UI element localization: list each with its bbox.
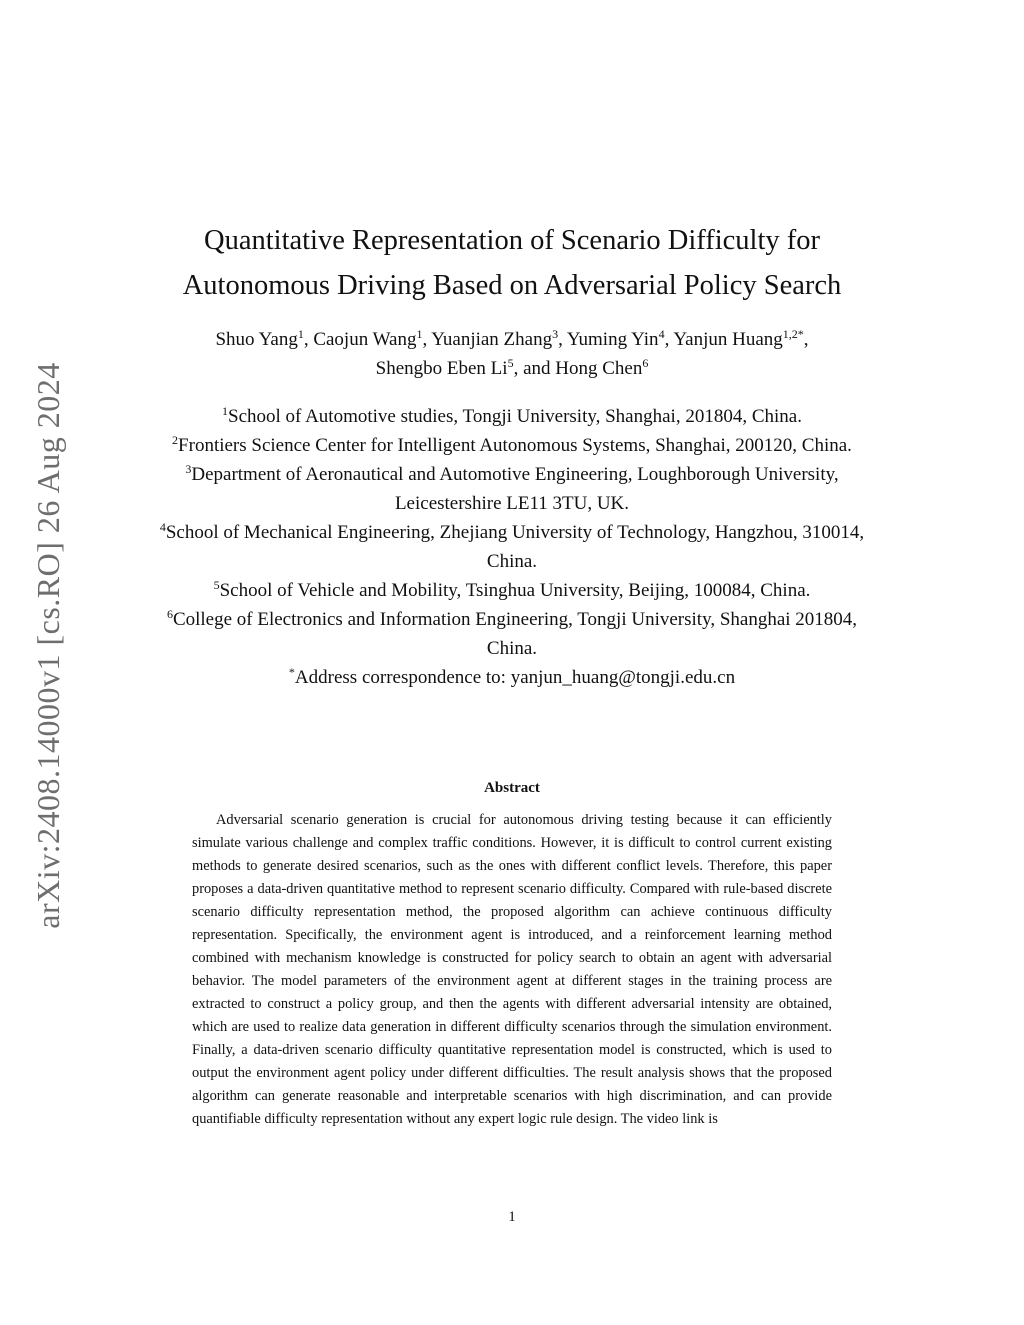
author-line-1: Shuo Yang$^1$, Caojun Wang$^1$, Yuanjian Zhang$^3$, Yuming Yin$^4$, Yanjun Huang$^{1,2*}$, — [215, 327, 809, 350]
correspondence-label: Address correspondence to: — [294, 667, 506, 688]
author-sup: 5 — [507, 356, 514, 370]
arxiv-stamp-text: arXiv:2408.14000v1 [cs.RO] 26 Aug 2024 — [29, 361, 66, 929]
affiliation-sup: 5 — [213, 578, 220, 592]
affiliation-sup: 6 — [166, 607, 173, 621]
author-sup: 3 — [552, 327, 559, 341]
affiliation-text: Frontiers Science Center for Intelligent Autonomous Systems, Shanghai, 200120, China. — [178, 435, 852, 456]
author-name: Shuo Yang — [215, 329, 298, 350]
abstract-body: Adversarial scenario generation is crucial for autonomous driving testing because it can efficiently simulate various challenge and complex traffic conditions. However, it is difficult to control current existing methods to generate desired scenarios, such as the ones with different conflict levels. Therefore, this paper proposes a data-driven quantitative method to represent scenario difficulty. Compared with rule-based discrete scenario difficulty representation method, the proposed algorithm can achieve continuous difficulty representation. Specifically, the environment agent is introduced, and a reinforcement learning method combined with mechanism knowledge is constructed for policy search to obtain an agent with adversarial behavior. The model parameters of the environment agent at different stages in the training process are extracted to construct a policy group, and then the agents with different adversarial intensity are obtained, which are used to realize data generation in different difficulty scenarios through the simulation environment. Finally, a data-driven scenario difficulty quantitative representation model is constructed, which is used to output the environment agent policy under different difficulties. The result analysis shows that the proposed algorithm can generate reasonable and interpretable scenarios with high discrimination, and can provide quantifiable difficulty representation without any expert logic rule design. The video link is — [192, 812, 832, 1127]
affiliation — [140, 518, 884, 576]
affiliation-sup: 2 — [172, 433, 179, 447]
author-sup: 6 — [642, 356, 649, 370]
affiliation — [140, 402, 884, 431]
affiliation — [140, 431, 884, 460]
correspondence — [140, 663, 884, 692]
affiliation-text: College of Electronics and Information Engineering, Tongji University, Shanghai 201804, China. — [172, 609, 858, 659]
author-sup: 4 — [658, 327, 665, 341]
affiliation — [140, 576, 884, 605]
affiliation — [140, 605, 884, 663]
affiliation-sup: 4 — [159, 520, 166, 534]
affiliation-list — [140, 402, 884, 692]
author-conjunction: and — [523, 358, 551, 379]
page-number: 1 — [508, 1209, 516, 1225]
affiliation-text: School of Automotive studies, Tongji University, Shanghai, 201804, China. — [228, 406, 802, 427]
arxiv-stamp — [23, 345, 73, 945]
author-name: Hong Chen — [555, 358, 643, 379]
author-name: Yuming Yin — [566, 329, 659, 350]
title-line-1: Quantitative Representation of Scenario Difficulty for — [204, 225, 820, 256]
author-name: Yanjun Huang — [673, 329, 783, 350]
abstract-heading: Abstract — [484, 780, 540, 796]
author-sup: 1,2* — [782, 327, 804, 341]
correspondence-email[interactable]: yanjun_huang@tongji.edu.cn — [510, 667, 736, 688]
author-line-2: Shengbo Eben Li$^5$, and Hong Chen$^6$ — [375, 356, 649, 379]
author-list — [140, 325, 884, 383]
affiliation-sup: 1 — [222, 404, 229, 418]
affiliation-text: Department of Aeronautical and Automotive Engineering, Loughborough University, Leicestershire LE11 3TU, UK. — [191, 464, 839, 514]
author-name: Caojun Wang — [313, 329, 417, 350]
paper-title — [140, 218, 884, 308]
author-sup: 1 — [297, 327, 304, 341]
title-line-2: Autonomous Driving Based on Adversarial Policy Search — [182, 270, 842, 301]
affiliation — [140, 460, 884, 518]
author-name: Shengbo Eben Li — [375, 358, 508, 379]
affiliation-text: School of Vehicle and Mobility, Tsinghua University, Beijing, 100084, China. — [219, 580, 811, 601]
affiliation-sup: 3 — [185, 462, 192, 476]
correspondence-sup: * — [288, 665, 295, 679]
author-name: Yuanjian Zhang — [431, 329, 553, 350]
affiliation-text: School of Mechanical Engineering, Zhejiang University of Technology, Hangzhou, 310014, China. — [165, 522, 865, 572]
author-sup: 1 — [416, 327, 423, 341]
